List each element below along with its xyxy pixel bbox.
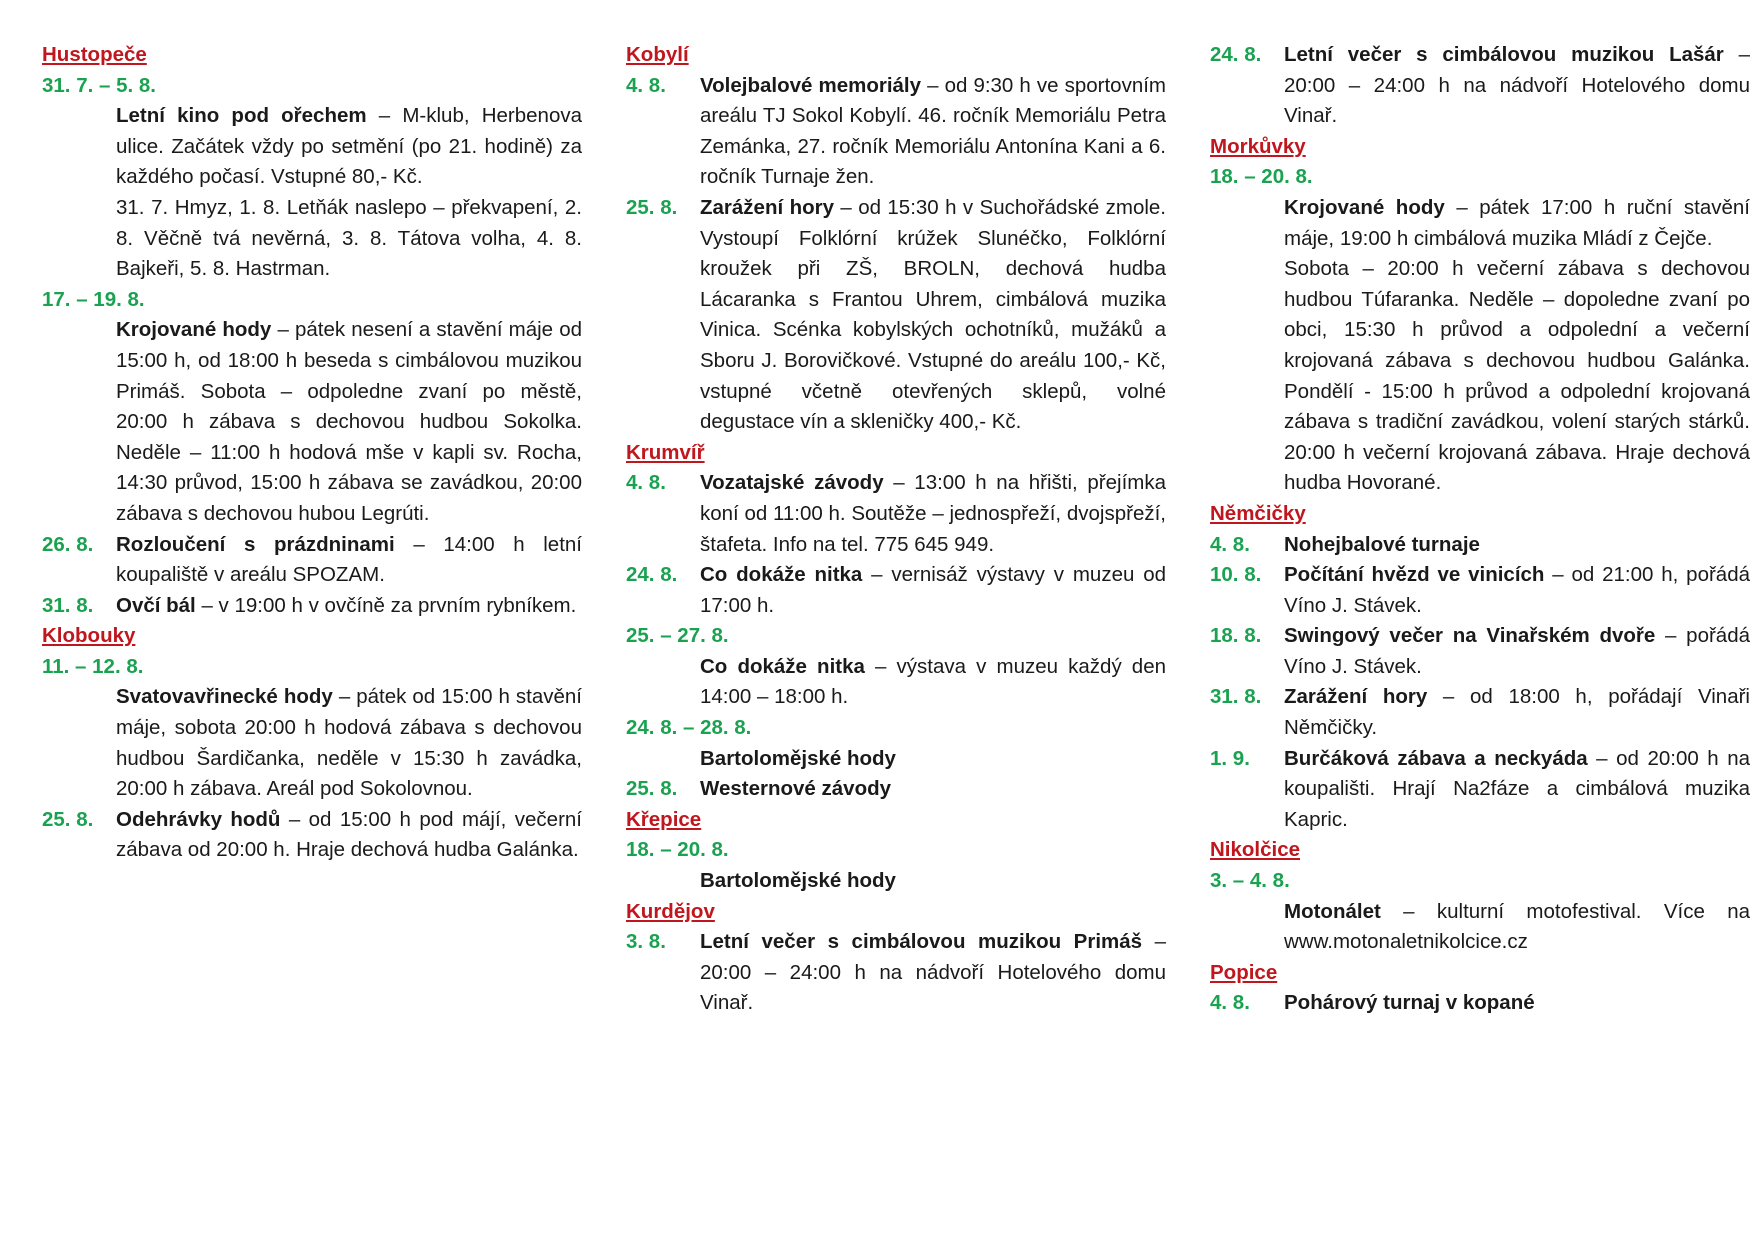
event-text: – pátek od 15:00 h stavění máje, sobota 20:00 h hodová zábava s dechovou hudbou Šardičanka, neděle v 15:30 h zavádka, 20:00 h zábava. Areál pod Sokolovnou.	[116, 685, 582, 801]
event-row	[42, 530, 582, 591]
event-date: 25. – 27. 8.	[626, 624, 729, 648]
event-row	[1210, 530, 1750, 561]
event-date: 4. 8.	[1210, 991, 1250, 1015]
event-description	[626, 744, 1166, 775]
event-title: Pohárový turnaj v kopané	[1284, 991, 1535, 1015]
event-title: Burčáková zábava a neckyáda	[1284, 746, 1588, 770]
event-row	[626, 774, 1166, 805]
event-text: – od 9:30 h ve sportovním areálu TJ Sokol Kobylí. 46. ročník Memoriálu Petra Zemánka, 27. ročník Memoriálu Antonína Kani a 6. ročník Turnaje žen.	[700, 73, 1166, 189]
event-text: – kulturní motofestival. Více na www.motonaletnikolcice.cz	[1284, 899, 1750, 954]
event-row	[626, 71, 1166, 193]
event-date: 3. – 4. 8.	[1210, 869, 1290, 893]
event-date: 11. – 12. 8.	[42, 654, 144, 678]
event-date: 25. 8.	[626, 195, 678, 219]
event-text: – výstava v muzeu každý den 14:00 – 18:00 h.	[700, 654, 1167, 709]
event-text: – M-klub, Herbenova ulice. Začátek vždy po setmění (po 21. hodině) za každého počasí. Vstupné 80,- Kč.	[116, 104, 583, 189]
event-row	[1210, 621, 1750, 682]
event-date: 4. 8.	[626, 471, 666, 495]
event-date: 25. 8.	[626, 777, 678, 801]
event-description	[42, 682, 582, 804]
event-date: 24. 8.	[626, 563, 678, 587]
event-title: Nohejbalové turnaje	[1284, 532, 1480, 556]
event-title: Letní kino pod ořechem	[116, 104, 367, 128]
event-row	[1210, 744, 1750, 836]
event-description	[626, 652, 1166, 713]
column-2	[626, 40, 1166, 1019]
event-title: Rozloučení s prázdninami	[116, 532, 395, 556]
event-row	[1210, 682, 1750, 743]
event-row	[626, 468, 1166, 560]
event-text: – 20:00 – 24:00 h na nádvoří Hotelového domu Vinař.	[700, 930, 1166, 1015]
event-title: Bartolomějské hody	[700, 746, 896, 770]
place-heading: Popice	[1210, 960, 1278, 984]
event-text: – od 21:00 h, pořádá Víno J. Stávek.	[1284, 563, 1750, 617]
event-text: – pořádá Víno J. Stávek.	[1284, 624, 1750, 678]
event-text: Sobota – 20:00 h večerní zábava s dechovou hudbou Túfaranka. Neděle – dopoledne zvaní po obci, 15:30 h průvod a odpolední a večerní krojovaná zábava s dechovou hudbou Galánka. Pondělí - 15:00 h průvod a odpolední krojovaná zábava s tradiční zavádkou, volení starých stárků. 20:00 h večerní krojovaná zábava. Hraje dechová hudba Hovorané.	[1284, 257, 1750, 495]
column-3	[1210, 40, 1750, 1019]
event-text: – od 15:30 h v Suchořádské zmole. Vystoupí Folklórní krúžek Slunéčko, Folklórní kroužek při ZŠ, BROLN, dechová hudba Lácaranka s Frantou Uhrem, cimbálová muzika Vinica. Scénka kobylských ochotníků, mužáků a Sboru J. Borovičkové. Vstupné do areálu 100,- Kč, vstupné včetně otevřených sklepů, volné degustace vín a skleničky 400,- Kč.	[700, 195, 1166, 434]
place-heading: Němčičky	[1210, 501, 1306, 525]
event-row	[42, 805, 582, 866]
event-body	[1284, 40, 1750, 132]
column-1	[42, 40, 582, 866]
event-title: Ovčí bál	[116, 593, 196, 617]
event-description	[1210, 193, 1750, 254]
event-date: 18. – 20. 8.	[626, 838, 729, 862]
place-heading: Klobouky	[42, 624, 136, 648]
event-text: – vernisáž výstavy v muzeu od 17:00 h.	[700, 563, 1167, 617]
event-title: Westernové závody	[700, 777, 892, 801]
event-description	[42, 193, 582, 285]
event-title: Počítání hvězd ve vinicích	[1284, 563, 1545, 587]
place-heading: Kurdějov	[626, 899, 715, 923]
event-date: 4. 8.	[1210, 532, 1250, 556]
event-body	[700, 193, 1166, 438]
event-text: – pátek nesení a stavění máje od 15:00 h, od 18:00 h beseda s cimbálovou muzikou Primáš. Sobota – odpoledne zvaní po městě, 20:00 h zábava s dechovou hudbou Sokolka. Neděle – 11:00 h hodová mše v kapli sv. Rocha, 14:30 průvod, 15:00 h zábava se zavádkou, 20:00 zábava s dechovou hubou Legrúti.	[116, 318, 582, 525]
event-text: – v 19:00 h v ovčíně za prvním rybníkem.	[195, 593, 577, 617]
event-date: 31. 8.	[1210, 685, 1262, 709]
event-body	[1284, 560, 1750, 621]
event-title: Vozatajské závody	[700, 471, 884, 495]
event-title: Zarážení hory	[1284, 685, 1428, 709]
event-row	[1210, 560, 1750, 621]
event-body	[700, 468, 1166, 560]
event-date: 18. – 20. 8.	[1210, 165, 1313, 189]
event-body	[116, 530, 582, 591]
place-heading: Nikolčice	[1210, 838, 1301, 862]
event-body	[1284, 530, 1750, 561]
event-description	[1210, 254, 1750, 499]
event-text: – 13:00 h na hřišti, přejímka koní od 11:00 h. Soutěže – jednospřeží, dvojspřeží, štafeta. Info na tel. 775 645 949.	[700, 471, 1166, 556]
event-title: Swingový večer na Vinařském dvoře	[1284, 624, 1656, 648]
event-date: 31. 8.	[42, 593, 94, 617]
event-title: Motonálet	[1284, 899, 1381, 923]
event-description	[1210, 897, 1750, 958]
event-date: 3. 8.	[626, 930, 666, 954]
event-row	[1210, 988, 1750, 1019]
event-date: 24. 8. – 28. 8.	[626, 716, 752, 740]
event-date: 10. 8.	[1210, 563, 1262, 587]
event-text: – 14:00 h letní koupaliště v areálu SPOZAM.	[116, 532, 582, 587]
event-title: Zarážení hory	[700, 195, 834, 219]
event-description	[626, 866, 1166, 897]
event-body	[700, 560, 1166, 621]
event-text: – 20:00 – 24:00 h na nádvoří Hotelového domu Vinař.	[1284, 43, 1750, 128]
event-body	[116, 591, 582, 622]
event-title: Volejbalové memoriály	[700, 73, 922, 97]
event-row	[626, 927, 1166, 1019]
event-row	[42, 591, 582, 622]
event-row	[626, 193, 1166, 438]
event-date: 4. 8.	[626, 73, 666, 97]
event-text: – od 18:00 h, pořádají Vinaři Němčičky.	[1284, 685, 1750, 740]
event-description	[42, 315, 582, 529]
event-row	[626, 560, 1166, 621]
event-title: Bartolomějské hody	[700, 869, 896, 893]
event-body	[700, 71, 1166, 193]
event-body	[1284, 744, 1750, 836]
place-heading: Krumvíř	[626, 440, 705, 464]
event-body	[1284, 621, 1750, 682]
place-heading: Křepice	[626, 807, 702, 831]
event-row	[1210, 40, 1750, 132]
event-date: 25. 8.	[42, 807, 94, 831]
event-date: 1. 9.	[1210, 746, 1250, 770]
event-body	[700, 774, 1166, 805]
event-body	[116, 805, 582, 866]
place-heading: Hustopeče	[42, 43, 147, 66]
event-title: Krojované hody	[1284, 195, 1445, 219]
event-date: 17. – 19. 8.	[42, 287, 145, 311]
event-title: Krojované hody	[116, 318, 272, 342]
event-title: Letní večer s cimbálovou muzikou Primáš	[700, 930, 1143, 954]
event-text: – pátek 17:00 h ruční stavění máje, 19:00 h cimbálová muzika Mládí z Čejče.	[1284, 195, 1751, 250]
event-date: 31. 7. – 5. 8.	[42, 73, 156, 97]
event-date: 24. 8.	[1210, 43, 1262, 66]
event-title: Odehrávky hodů	[116, 807, 281, 831]
event-title: Svatovavřinecké hody	[116, 685, 333, 709]
event-text: 31. 7. Hmyz, 1. 8. Letňák naslepo – překvapení, 2. 8. Věčně tvá nevěrná, 3. 8. Tátova volha, 4. 8. Bajkeři, 5. 8. Hastrman.	[116, 195, 582, 281]
event-date: 26. 8.	[42, 532, 94, 556]
event-title: Co dokáže nitka	[700, 654, 865, 678]
event-text: – od 20:00 h na koupališti. Hrají Na2fáze a cimbálová muzika Kapric.	[1284, 746, 1751, 831]
event-body	[700, 927, 1166, 1019]
event-description	[42, 101, 582, 193]
event-body	[1284, 682, 1750, 743]
event-title: Letní večer s cimbálovou muzikou Lašár	[1284, 43, 1724, 66]
place-heading: Kobylí	[626, 43, 689, 66]
event-text: – od 15:00 h pod májí, večerní zábava od 20:00 h. Hraje dechová hudba Galánka.	[116, 807, 582, 862]
event-body	[1284, 988, 1750, 1019]
event-date: 18. 8.	[1210, 624, 1262, 648]
place-heading: Morkůvky	[1210, 134, 1306, 158]
event-title: Co dokáže nitka	[700, 563, 863, 587]
